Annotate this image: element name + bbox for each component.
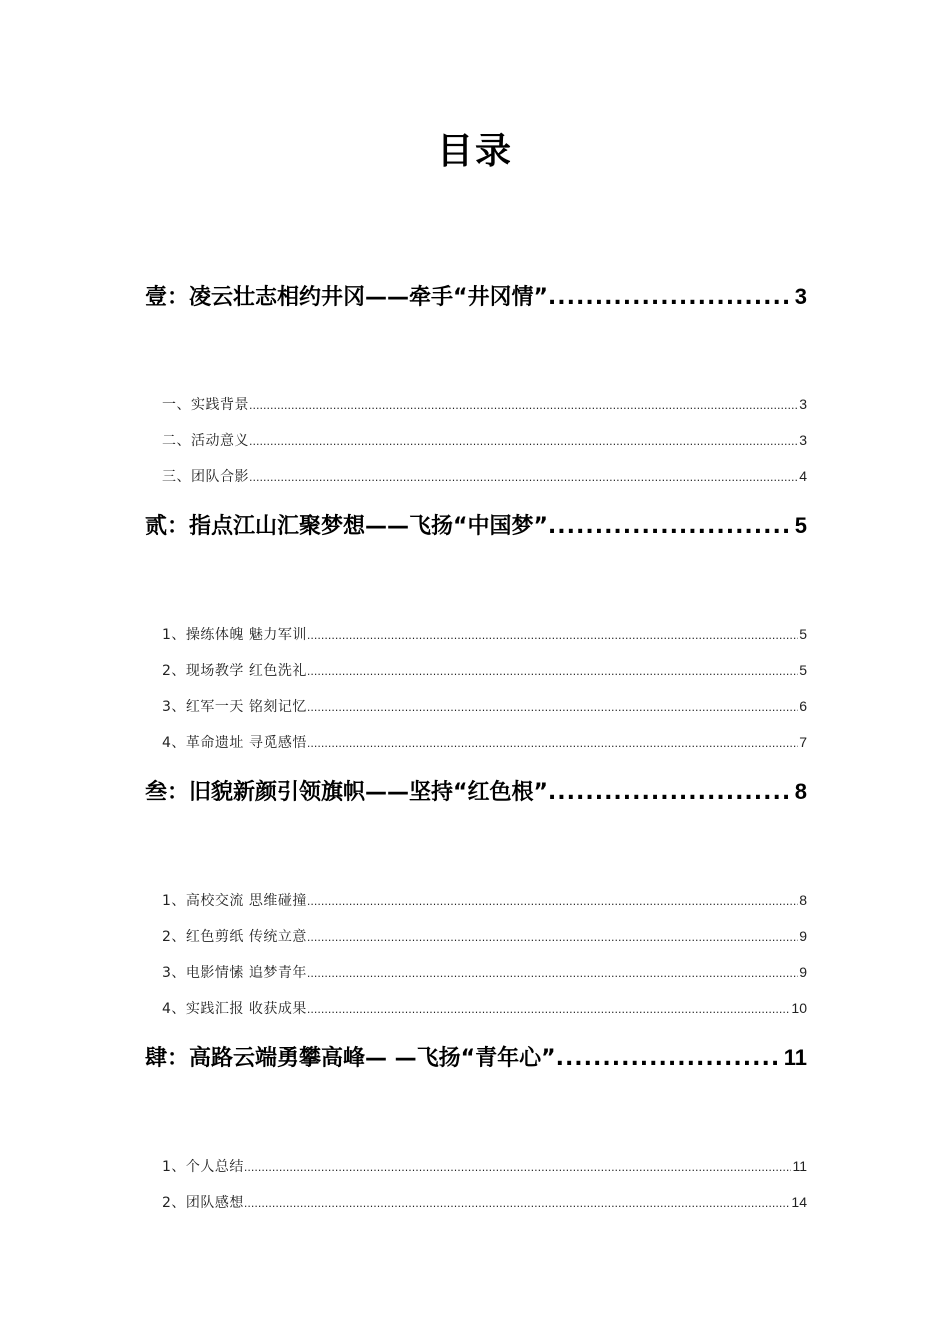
toc-page-number: 3 [794,284,807,309]
toc-page-number: 3 [799,396,807,412]
toc-item[interactable] [162,888,807,912]
toc-leader-dots [249,394,798,418]
toc-item[interactable] [162,1190,807,1214]
toc-leader-dots [249,466,798,490]
toc-leader-dots [548,281,793,315]
toc-leader-dots [307,962,798,986]
toc-item-label: 2、现场教学 红色洗礼 [162,663,307,679]
toc-item-label: 三、团队合影 [162,469,249,485]
toc-leader-dots [307,660,798,684]
toc-page-number: 8 [794,779,807,804]
toc-item-label: 4、革命遗址 寻觅感悟 [162,735,307,751]
toc-leader-dots [249,430,798,454]
toc-section-2[interactable] [145,509,807,543]
toc-section-4[interactable] [145,1041,807,1075]
toc-item[interactable] [162,622,807,646]
toc-leader-dots [244,1192,791,1216]
toc-item[interactable] [162,924,807,948]
toc-section-label: 叁：旧貌新颜引领旗帜——坚持“红色根” [145,780,548,805]
toc-page-number: 7 [799,734,807,750]
toc-title: 目录 [436,131,513,172]
toc-section-label: 肆：高路云端勇攀高峰— —飞扬“青年心” [145,1046,556,1071]
toc-section-3[interactable] [145,775,807,809]
toc-leader-dots [244,1156,792,1180]
toc-page-number: 4 [799,468,807,484]
toc-leader-dots [307,998,791,1022]
toc-page-number: 8 [799,892,807,908]
toc-item[interactable] [162,428,807,452]
toc-item-label: 一、实践背景 [162,397,249,413]
toc-item-label: 1、操练体魄 魅力军训 [162,627,307,643]
toc-item-label: 2、红色剪纸 传统立意 [162,929,307,945]
toc-item[interactable] [162,694,807,718]
toc-page-number: 3 [799,432,807,448]
toc-item-label: 3、电影情愫 追梦青年 [162,965,307,981]
toc-item-label: 1、高校交流 思维碰撞 [162,893,307,909]
toc-page-number: 5 [794,513,807,538]
toc-leader-dots [556,1042,782,1076]
toc-page-number: 11 [783,1045,807,1070]
toc-leader-dots [307,696,798,720]
toc-item[interactable] [162,960,807,984]
toc-item-label: 4、实践汇报 收获成果 [162,1001,307,1017]
toc-item[interactable] [162,658,807,682]
toc-leader-dots [307,926,798,950]
toc-item[interactable] [162,730,807,754]
toc-section-label: 贰：指点江山汇聚梦想——飞扬“中国梦” [145,514,548,539]
toc-item-label: 二、活动意义 [162,433,249,449]
toc-page-number: 10 [791,1000,807,1016]
toc-item-label: 3、红军一天 铭刻记忆 [162,699,307,715]
toc-item[interactable] [162,996,807,1020]
toc-page-number: 9 [799,928,807,944]
toc-page-number: 6 [799,698,807,714]
toc-item[interactable] [162,392,807,416]
toc-page-number: 11 [792,1158,807,1174]
toc-page-number: 5 [799,626,807,642]
toc-section-1[interactable] [145,280,807,314]
toc-leader-dots [548,510,793,544]
toc-item[interactable] [162,464,807,488]
toc-leader-dots [307,732,798,756]
toc-leader-dots [307,890,798,914]
toc-leader-dots [548,776,793,810]
toc-section-label: 壹：凌云壮志相约井冈——牵手“井冈情” [145,285,548,310]
toc-page-number: 9 [799,964,807,980]
toc-item-label: 2、团队感想 [162,1195,244,1211]
toc-item-label: 1、个人总结 [162,1159,244,1175]
toc-page-number: 5 [799,662,807,678]
toc-page-number: 14 [791,1194,807,1210]
toc-item[interactable] [162,1154,807,1178]
toc-leader-dots [307,624,798,648]
